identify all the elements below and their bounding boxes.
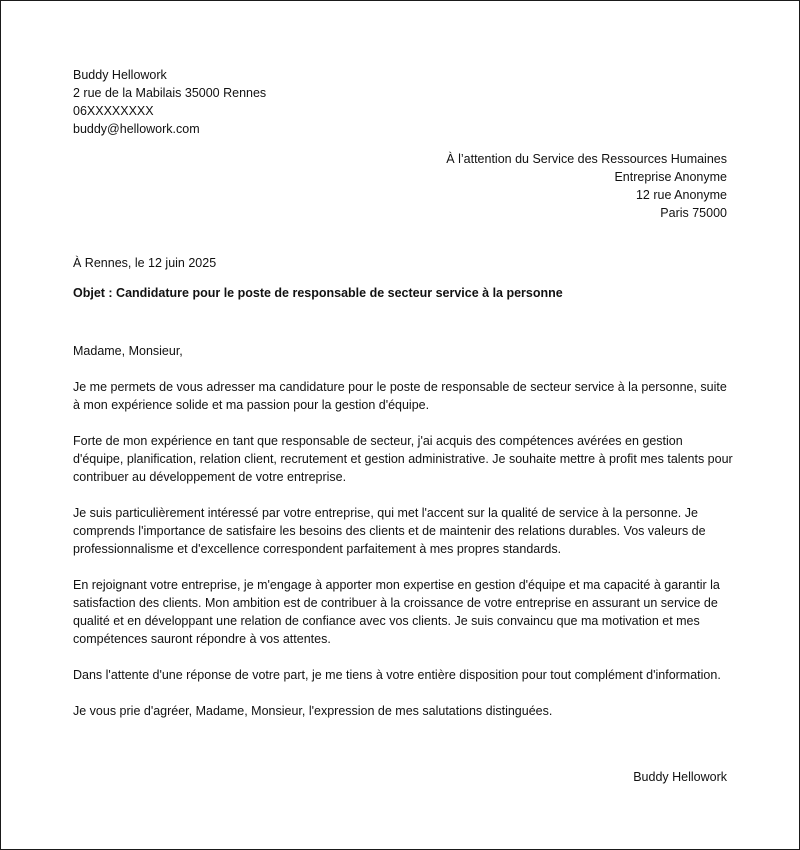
letter-body <box>73 342 733 738</box>
body-paragraph: Dans l'attente d'une réponse de votre part, je me tiens à votre entière disposition pour tout complément d'information. <box>73 668 721 682</box>
salutation: Madame, Monsieur, <box>73 344 183 358</box>
body-paragraph: Forte de mon expérience en tant que responsable de secteur, j'ai acquis des compétences avérées en gestion d'équipe, planification, relation client, recrutement et gestion administrative. Je souhaite mettre à profit mes talents pour contribuer au développement de votre entreprise. <box>73 434 733 484</box>
body-paragraph: Je me permets de vous adresser ma candidature pour le poste de responsable de secteur service à la personne, suite à mon expérience solide et ma passion pour la gestion d'équipe. <box>73 380 727 412</box>
letter-subject: Objet : Candidature pour le poste de responsable de secteur service à la personne <box>73 286 563 300</box>
sender-block <box>73 66 266 138</box>
sender-address: 2 rue de la Mabilais 35000 Rennes <box>73 86 267 100</box>
sender-phone: 06XXXXXXXX <box>73 104 154 118</box>
sender-name: Buddy Hellowork <box>73 68 167 82</box>
recipient-street: 12 rue Anonyme <box>635 188 727 202</box>
recipient-city: Paris 75000 <box>660 206 727 220</box>
body-paragraph: En rejoignant votre entreprise, je m'engage à apporter mon expertise en gestion d'équipe et ma capacité à garantir la satisfaction des clients. Mon ambition est de contribuer à la croissance de votre entreprise en assurant un service de qualité et en développant une relation de confiance avec vos clients. Je suis convaincu que ma motivation et mes compétences sauront répondre à vos attentes. <box>73 578 720 646</box>
signature: Buddy Hellowork <box>633 770 727 784</box>
closing-paragraph: Je vous prie d'agréer, Madame, Monsieur, l'expression de mes salutations distinguées. <box>73 704 553 718</box>
recipient-block <box>446 150 727 222</box>
body-paragraph: Je suis particulièrement intéressé par votre entreprise, qui met l'accent sur la qualité de service à la personne. Je comprends l'importance de satisfaire les besoins des clients et de maintenir des relations durables. Vos valeurs de professionnalisme et d'excellence correspondent parfaitement à mes propres standards. <box>73 506 706 556</box>
sender-email: buddy@hellowork.com <box>73 122 200 136</box>
recipient-attention: À l’attention du Service des Ressources Humaines <box>446 152 727 166</box>
recipient-company: Entreprise Anonyme <box>614 170 727 184</box>
letter-date: À Rennes, le 12 juin 2025 <box>73 256 217 270</box>
